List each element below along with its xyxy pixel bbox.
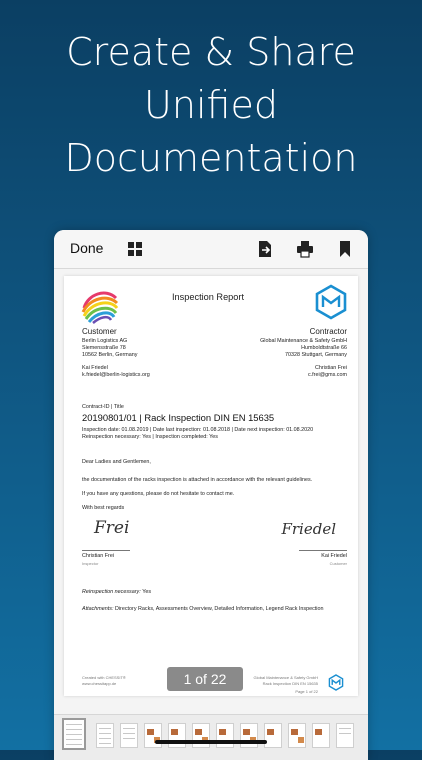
contractor-heading: Contractor [309,327,347,336]
document-viewer [54,230,368,760]
footer-logo-icon [328,674,344,691]
page-thumbnail[interactable] [288,723,306,748]
contract-label: Contract-ID | Title [82,404,124,410]
report-page[interactable] [64,276,358,696]
signature-line [299,550,347,551]
inspection-dates: Inspection date: 01.08.2019 | Date last inspection: 01.08.2018 | Date next inspection: 01.08.2020 [82,427,314,433]
headline [0,26,422,185]
footer-title: Rack Inspection DIN EN 15635 [262,681,318,686]
headline-line-2: Unified [144,83,278,127]
page-thumbnail[interactable] [96,723,114,748]
signature-customer: Friedel [281,520,336,538]
customer-address-line: Berlin Logistics AG [82,338,128,344]
customer-heading: Customer [82,327,117,336]
page-indicator: 1 of 22 [167,667,243,691]
page-thumbnail-current[interactable] [62,718,86,750]
reinspection-label: Reinspection necessary: [82,589,141,595]
customer-address-line: Siemensstraße 78 [82,345,126,351]
printer-icon[interactable] [296,240,314,258]
closing: With best regards [82,505,125,511]
export-icon[interactable] [256,240,274,258]
body-text: the documentation of the racks inspection is attached in accordance with the relevant guidelines. [82,477,313,483]
page-thumbnail[interactable] [168,723,186,748]
customer-email: k.friedel@berlin-logistics.org [82,372,150,378]
contract-value: 20190801/01 | Rack Inspection DIN EN 15635 [82,412,275,423]
contractor-contact: Christian Frei [314,365,347,371]
grid-icon[interactable] [126,240,144,258]
headline-line-3: Documentation [64,136,358,180]
customer-logo-icon [80,286,120,324]
attachments-label: Attachments: [82,606,114,612]
inspector-role: Inspector [82,561,99,566]
contractor-email: c.frei@gms.com [307,372,347,378]
contractor-address-line: 70328 Stuttgart, Germany [284,352,347,358]
reinspection-value: Yes [142,589,152,595]
customer-address-line: 10562 Berlin, Germany [82,352,138,358]
customer-sign-role: Customer [329,561,347,566]
signature-line [82,550,130,551]
footer-created: Created with CHESSIT® [82,675,126,680]
attachments-line [82,606,324,613]
footer-page: Page 1 of 22 [295,689,318,694]
contractor-address-line: Humboldtstraße 66 [301,345,347,351]
greeting: Dear Ladies and Gentlemen, [82,459,151,465]
page-thumbnail[interactable] [144,723,162,748]
reinspection-line [82,589,151,596]
inspector-name: Christian Frei [82,553,115,559]
contractor-address-line: Global Maintenance & Safety GmbH [260,338,347,344]
report-title: Inspection Report [172,292,245,302]
body-text: If you have any questions, please do not hesitate to contact me. [82,491,235,497]
headline-line-1: Create & Share [66,30,356,74]
inspection-status: Reinspection necessary: Yes | Inspection completed: Yes [82,434,218,440]
customer-sign-name: Kai Friedel [321,553,347,559]
thumbnail-strip[interactable] [54,714,368,760]
page-thumbnail[interactable] [312,723,330,748]
page-thumbnail[interactable] [336,723,354,748]
page-thumbnail[interactable] [192,723,210,748]
bookmark-icon[interactable] [336,240,354,258]
page-thumbnail[interactable] [216,723,234,748]
signature-inspector: Frei [94,518,130,538]
page-thumbnail[interactable] [240,723,258,748]
page-thumbnail[interactable] [120,723,138,748]
customer-contact: Kai Friedel [82,365,108,371]
footer-url: www.chessitapp.de [82,681,117,686]
contractor-logo-icon [314,284,348,320]
toolbar [54,230,368,269]
done-button[interactable]: Done [70,240,104,256]
attachments-value: Directory Racks, Assessments Overview, Detailed Information, Legend Rack Inspection [114,606,324,612]
footer-company: Global Maintenance & Safety GmbH [253,675,318,680]
page-thumbnail[interactable] [264,723,282,748]
home-indicator [155,740,267,744]
